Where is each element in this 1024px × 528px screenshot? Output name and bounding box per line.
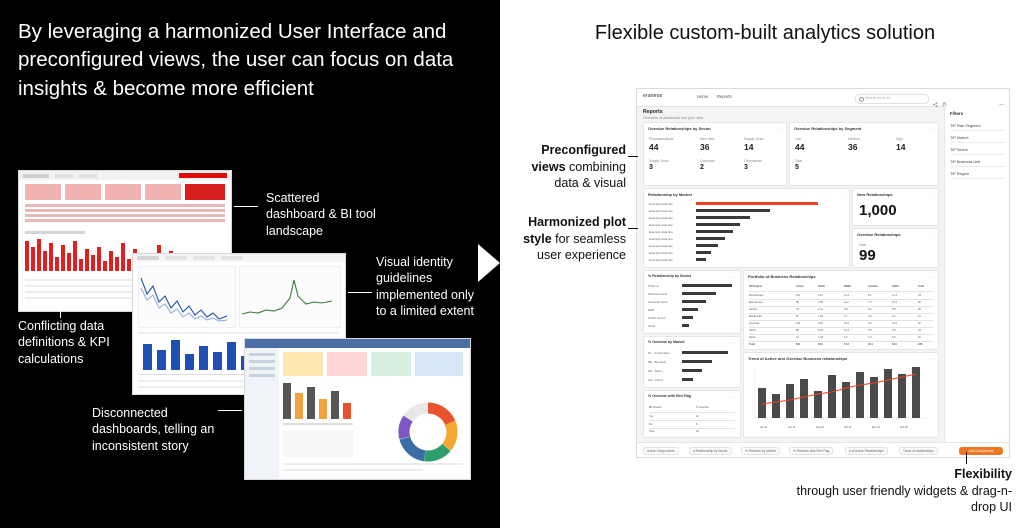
table-cell: 8.8 (892, 308, 896, 311)
table-cell: 10.4 (892, 301, 897, 304)
app-topbar (637, 89, 1009, 107)
footer-chip-5[interactable]: Trend of relationships (899, 447, 938, 455)
filter-item-0[interactable] (950, 124, 1004, 128)
leader-line-disconnected (218, 410, 242, 411)
card-pct-relationship-by-sector[interactable] (643, 270, 741, 334)
annotation-preconfigured-bold: Preconfigured views (531, 143, 626, 174)
leader-line-flexibility (966, 452, 967, 464)
card-title: Trend of Active and Overdue Business relationships (748, 356, 848, 361)
table-cell: 3.12 (818, 294, 823, 297)
annotation-flexibility (772, 466, 1012, 516)
dashboard-thumbnail-colorful (244, 338, 471, 480)
table-cell: 11.2 (844, 301, 849, 304)
table-cell: 9.4 (868, 322, 872, 325)
footer-chip-1[interactable]: # Relationship by Sector (689, 447, 732, 455)
kpi-label: New Yard (700, 137, 715, 141)
nav-reports[interactable]: Reports (717, 94, 732, 99)
page-subtitle: Overview of dashboard and your view (643, 116, 704, 120)
annotation-flexibility-rest: through user friendly widgets & drag-n-drop UI (796, 483, 1012, 514)
card-trend-active-overdue[interactable] (743, 352, 939, 438)
kpi-label: High (896, 137, 903, 141)
filters-title: Filters (950, 111, 964, 116)
card-overdue-by-sector[interactable] (643, 122, 787, 186)
card-title: New Relationships (857, 192, 893, 197)
bar-label: Example data line (649, 230, 673, 234)
card-title: % Overdue by Market (648, 340, 685, 344)
footer-chip-0[interactable]: Active Components (643, 447, 679, 455)
kpi-label: Low (795, 137, 802, 141)
table-cell: 20 (696, 430, 699, 433)
filter-label: TIP Business Unit (950, 160, 981, 164)
table-cell: 5.2 (844, 336, 848, 339)
table-cell: 16.2 (844, 322, 849, 325)
table-cell: Africa (749, 336, 756, 339)
search-icon (859, 97, 864, 102)
table-cell: 7.3 (868, 301, 872, 304)
table-cell: 112 (796, 294, 800, 297)
table-cell: 12.1 (892, 294, 897, 297)
card-menu-icon[interactable]: ⋯ (929, 126, 934, 132)
table-cell: 33 (918, 329, 921, 332)
table-header: APAC (892, 285, 899, 288)
table-cell: 46.1 (868, 343, 873, 346)
table-cell: 12 (696, 415, 699, 418)
kpi-label: Supply Chain (649, 159, 669, 163)
table-cell: APAC (749, 329, 756, 332)
table-cell: Nordics (749, 308, 758, 311)
leader-line-conflicting (60, 300, 61, 318)
card-relationship-by-market[interactable] (643, 188, 850, 268)
table-cell: Yes (649, 415, 654, 418)
filter-item-2[interactable] (950, 148, 1004, 152)
kpi-label: Supply Chain (744, 137, 764, 141)
table-cell: 14.2 (892, 322, 897, 325)
page-title: Reports (643, 109, 663, 115)
leader-line-harmonized (628, 228, 638, 229)
bar-label: R&D (648, 308, 655, 312)
kpi-value: 2 (700, 164, 704, 171)
callout-disconnected: Disconnected dashboards, telling an inconsistent story (92, 406, 215, 453)
table-cell: 6.3 (892, 315, 896, 318)
leader-line-preconfigured (628, 156, 638, 157)
table-cell: 3.66 (818, 322, 823, 325)
card-new-relationships[interactable] (852, 188, 939, 226)
bar-label: Example data line (649, 251, 673, 255)
card-title: Overdue Relationships (857, 232, 901, 237)
card-menu-icon[interactable]: ⋯ (929, 192, 934, 198)
trend-chart (754, 366, 930, 424)
card-menu-icon[interactable]: ⋯ (731, 394, 736, 400)
card-title: % Overdue with Red Flag (648, 394, 692, 398)
card-title: Overdue Relationships by Sector (648, 126, 711, 131)
filter-item-3[interactable] (950, 160, 1004, 164)
card-portfolio-business-relationships[interactable] (743, 270, 939, 350)
bar-label: Pharma (648, 284, 659, 288)
card-overdue-relationships[interactable] (852, 228, 939, 268)
filter-label: TIP Market (950, 136, 969, 140)
table-header: TIP Region (749, 285, 763, 288)
bar-label: DE - Berlin (648, 369, 663, 373)
bar-label: Example data line (649, 258, 673, 262)
table-cell: 44 (918, 294, 921, 297)
table-cell: East Europe (749, 301, 763, 304)
table-header: % Overdue (696, 406, 709, 409)
bar-label: BE - Brussels (648, 360, 667, 364)
kpi-label: Commercial (744, 159, 762, 163)
table-header: Active (796, 285, 804, 288)
table-cell: 54 (796, 315, 799, 318)
table-header: EMEA (844, 285, 852, 288)
bar-label: Example data line (649, 216, 673, 220)
table-cell: Total (649, 430, 655, 433)
annotation-harmonized-rest: for seamless user experience (537, 231, 626, 262)
card-pct-overdue-red-flag[interactable] (643, 390, 741, 438)
axis-tick: Dec 21 (872, 426, 880, 429)
print-icon[interactable] (942, 94, 947, 99)
transition-arrow-icon (478, 244, 500, 282)
table-cell: 1.38 (818, 336, 823, 339)
card-menu-icon[interactable]: ⋯ (929, 274, 934, 280)
card-menu-icon[interactable]: ⋯ (840, 192, 845, 198)
kpi-label: Total (795, 159, 802, 163)
annotation-harmonized (508, 214, 626, 264)
table-cell: 41 (796, 336, 799, 339)
bar-label: Other (648, 324, 656, 328)
footer-chip-2[interactable]: % Overdue by Market (741, 447, 780, 455)
table-cell: 10.4 (844, 329, 849, 332)
bar-label: CH - Zurich (648, 378, 664, 382)
share-icon[interactable] (933, 94, 938, 99)
add-components-button[interactable]: Add Components (959, 447, 1003, 455)
search-input[interactable] (855, 94, 929, 104)
table-cell: 16 (918, 336, 921, 339)
table-cell: 2.54 (818, 329, 823, 332)
kpi-value: 44 (795, 142, 805, 152)
table-cell: Middle East (749, 315, 763, 318)
footer-chip-4[interactable]: # of Active Relationships (845, 447, 888, 455)
filter-item-4[interactable] (950, 172, 1004, 176)
bar-label: NL - Amsterdam (648, 351, 670, 355)
table-cell: 18.9 (818, 343, 823, 346)
table-cell: 14.4 (844, 294, 849, 297)
table-header: Lambda (868, 285, 878, 288)
search-placeholder: Search by to-do (865, 95, 891, 100)
kpi-label: Corporate (700, 159, 715, 163)
card-menu-icon[interactable]: ⋯ (929, 356, 934, 362)
table-cell: Total (749, 343, 755, 346)
table-cell: 6.2 (868, 308, 872, 311)
axis-tick: Jun 21 (788, 426, 796, 429)
callout-conflicting: Conflicting data definitions & KPI calculations (18, 319, 110, 366)
table-cell: 3.4 (868, 336, 872, 339)
kpi-value: 14 (896, 142, 906, 152)
kpi-value: 36 (700, 142, 710, 152)
table-cell: 1.92 (818, 315, 823, 318)
table-cell: 7.1 (844, 315, 848, 318)
filter-label: TIP Region (950, 172, 969, 176)
left-panel (0, 0, 500, 528)
table-cell: 9.6 (892, 329, 896, 332)
card-title: Portfolio of Business Relationships (748, 274, 816, 279)
callout-visual-identity: Visual identity guidelines implemented only to a limited extent (376, 255, 474, 318)
table-cell: 230 (918, 343, 923, 346)
filter-label: TIP Sector (950, 148, 968, 152)
annotation-preconfigured-rest: combining data & visual (554, 159, 626, 190)
table-cell: 21 (918, 315, 921, 318)
card-pct-overdue-by-market[interactable] (643, 336, 741, 388)
filter-item-1[interactable] (950, 136, 1004, 140)
kpi-value: 3 (744, 164, 748, 171)
kpi-value: 36 (848, 142, 858, 152)
table-cell: 6.8 (868, 329, 872, 332)
card-title: Overdue Relationships by Segment (794, 126, 862, 131)
card-title: % Relationship by Sector (648, 274, 692, 278)
table-cell: West Europe (749, 294, 764, 297)
leader-line-visual (348, 292, 372, 293)
axis-tick: Aug 21 (816, 426, 824, 429)
table-cell: 2.85 (818, 301, 823, 304)
bar-label: Example data line (649, 202, 673, 206)
table-cell: 98 (796, 301, 799, 304)
table-cell: 88 (796, 329, 799, 332)
kpi-value: 14 (744, 142, 754, 152)
card-menu-icon[interactable]: ⋯ (929, 232, 934, 238)
more-icon[interactable] (999, 94, 1004, 99)
left-headline: By leveraging a harmonized User Interface and preconfigured views, the user can focus on data insights & become more efficient (18, 20, 454, 100)
table-cell: 2.41 (818, 308, 823, 311)
bar-label: Public Sector (648, 316, 666, 320)
table-cell: 36 (918, 301, 921, 304)
filter-label: TIP Risk Segment (950, 124, 981, 128)
kpi-big-value: 1,000 (859, 202, 897, 219)
annotation-flexibility-bold: Flexibility (954, 467, 1012, 481)
card-menu-icon[interactable]: ⋯ (731, 274, 736, 280)
axis-tick: Oct 21 (844, 426, 852, 429)
footer-chip-3[interactable]: % Overdue with Red Flag (789, 447, 833, 455)
annotation-harmonized-bold: Harmonized plot style (523, 215, 626, 246)
app-footer (637, 442, 1009, 457)
card-title: Relationship by Market (648, 192, 692, 197)
analytics-app-screenshot (636, 88, 1010, 458)
kpi-value: 5 (795, 164, 799, 171)
table-cell: 4.6 (892, 336, 896, 339)
bar-label: Financial Svcs (648, 300, 668, 304)
filters-panel (944, 106, 1009, 457)
table-header: Total (918, 285, 924, 288)
table-cell: 8.1 (868, 294, 872, 297)
kpi-value: 3 (649, 164, 653, 171)
app-logo: eraneos (643, 93, 663, 99)
leader-line-scattered (234, 206, 258, 207)
table-cell: 8 (696, 423, 698, 426)
card-menu-icon[interactable]: ⋯ (731, 340, 736, 346)
kpi-label: Total (859, 243, 866, 247)
axis-tick: Feb 22 (900, 426, 908, 429)
nav-home[interactable]: Home (697, 94, 709, 99)
table-cell: 76 (796, 308, 799, 311)
table-cell: 52 (918, 322, 921, 325)
kpi-label: Pharmaceuticals (649, 137, 674, 141)
kpi-big-value: 99 (859, 247, 876, 264)
kpi-label: Medium (848, 137, 860, 141)
table-cell: No (649, 423, 653, 426)
kpi-value: 44 (649, 142, 659, 152)
table-cell: 28 (918, 308, 921, 311)
table-cell: 66.0 (892, 343, 897, 346)
table-cell: Americas (749, 322, 760, 325)
bar-label: Example data line (649, 244, 673, 248)
table-cell: 601 (796, 343, 801, 346)
axis-tick: Apr 21 (760, 426, 768, 429)
bar-label: Example data line (649, 223, 673, 227)
card-menu-icon[interactable]: ⋯ (777, 126, 782, 132)
table-header: BP Present (649, 406, 662, 409)
table-cell: 74.3 (844, 343, 849, 346)
table-cell: 132 (796, 322, 801, 325)
table-cell: 4.9 (868, 315, 872, 318)
bar-label: Example data line (649, 237, 673, 241)
annotation-preconfigured (508, 142, 626, 192)
table-header: Suffix (818, 285, 825, 288)
table-cell: 9.8 (844, 308, 848, 311)
bar-label: Example data line (649, 209, 673, 213)
callout-scattered: Scattered dashboard & BI tool landscape (266, 191, 376, 238)
right-title: Flexible custom-built analytics solution (594, 22, 936, 44)
card-overdue-by-segment[interactable] (789, 122, 939, 186)
bar-label: Petrochemical (648, 292, 668, 296)
